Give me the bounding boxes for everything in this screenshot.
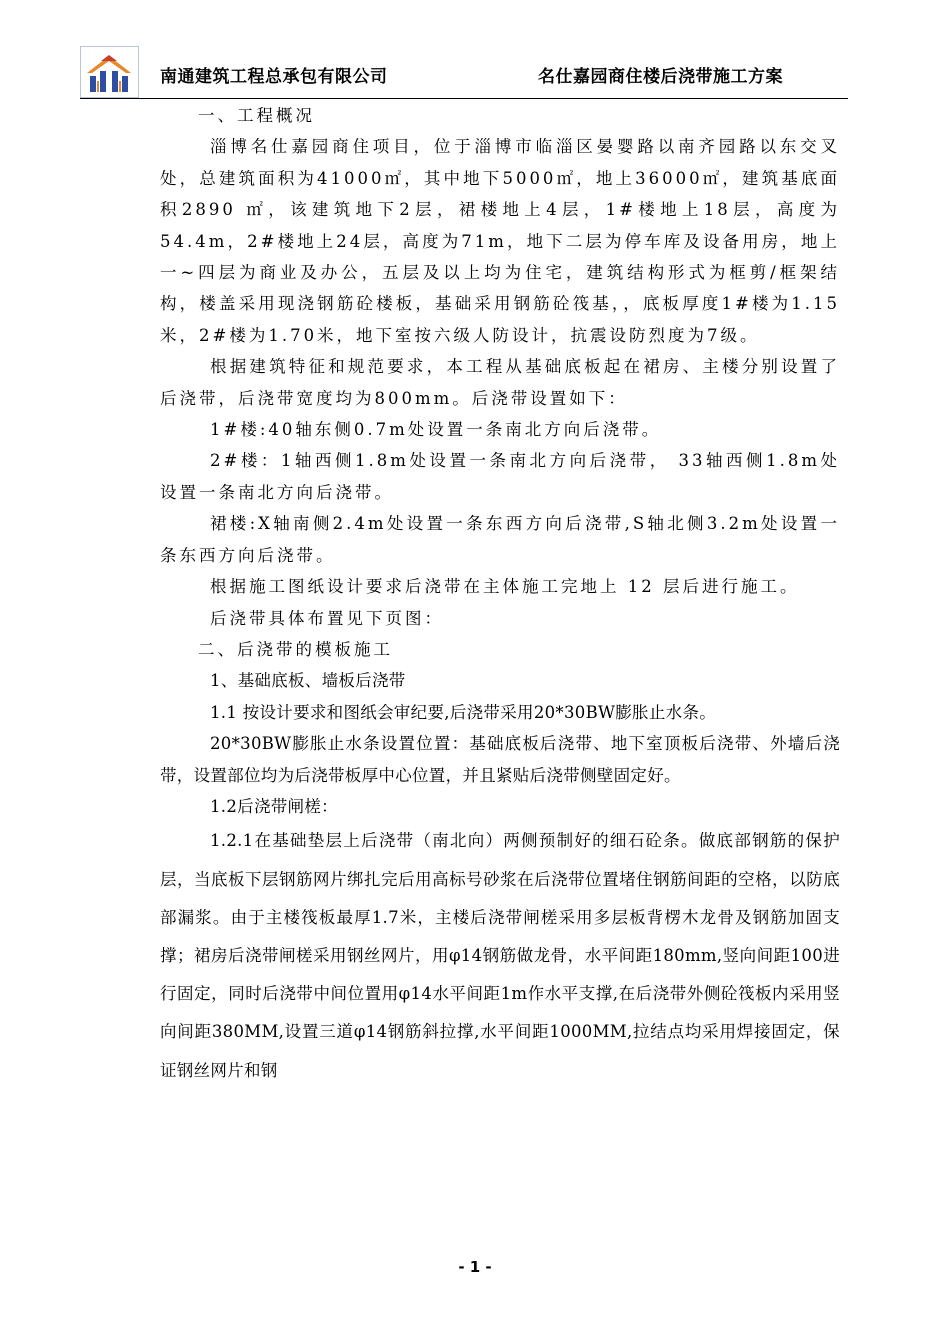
section-1-heading: 一、工程概况 xyxy=(198,106,315,125)
paragraph-timing: 根据施工图纸设计要求后浇带在主体施工完地上 12 层后进行施工。 xyxy=(210,577,800,597)
paragraph-layout-ref: 后浇带具体布置见下页图： xyxy=(210,608,444,628)
page-number: - 1 - xyxy=(458,1258,492,1276)
section-2-heading: 二、后浇带的模板施工 xyxy=(198,639,393,659)
subsection-2-1-1: 1.1 按设计要求和图纸会审纪要,后浇带采用20*30BW膨胀止水条。 xyxy=(210,702,717,722)
paragraph-formwork: 1.2.1在基础垫层上后浇带（南北向）两侧预制好的细石砼条。做底部钢筋的保护层，当底板下层钢筋网片绑扎完后用高标号砂浆在后浇带位置堵住钢筋间距的空格，以防底部漏浆。由于主楼筏板最厚1.7米，主楼后浇带闸槎采用多层板背楞木龙骨及钢筋加固支撑；裙房后浇带闸槎采用钢丝网片，用φ14钢筋做龙骨，水平间距180mm,竖向间距100进行固定，同时后浇带中间位置用φ14水平间距1m作水平支撑,在后浇带外侧砼筏板内采用竖向间距380MM,设置三道φ14钢筋斜拉撑,水平间距1000MM,拉结点均采用焊接固定，保证钢丝网片和钢 xyxy=(160,831,840,1080)
document-title: 名仕嘉园商住楼后浇带施工方案 xyxy=(538,67,783,87)
paragraph-requirements: 根据建筑特征和规范要求，本工程从基础底板起在裙房、主楼分别设置了后浇带，后浇带宽度均为800mm。后浇带设置如下： xyxy=(160,357,840,408)
paragraph-building-1: 1#楼:40轴东侧0.7m处设置一条南北方向后浇带。 xyxy=(210,420,662,440)
subsection-2-1-heading: 1、基础底板、墙板后浇带 xyxy=(210,671,406,691)
company-name: 南通建筑工程总承包有限公司 xyxy=(160,67,388,87)
paragraph-waterstop: 20*30BW膨胀止水条设置位置：基础底板后浇带、地下室顶板后浇带、外墙后浇带，设置部位均为后浇带板厚中心位置，并且紧贴后浇带侧壁固定好。 xyxy=(160,734,840,785)
company-logo xyxy=(80,46,139,98)
document-body xyxy=(160,100,840,1090)
paragraph-podium: 裙楼:X轴南侧2.4m处设置一条东西方向后浇带,S轴北侧3.2m处设置一条东西方向后浇带。 xyxy=(160,514,840,565)
paragraph-building-2: 2#楼：1轴西侧1.8m处设置一条南北方向后浇带， 33轴西侧1.8m处设置一条南北方向后浇带。 xyxy=(160,451,840,502)
logo-building-icon xyxy=(81,47,138,97)
subsection-2-1-2: 1.2后浇带闸槎： xyxy=(210,796,338,816)
paragraph-overview: 淄博名仕嘉园商住项目，位于淄博市临淄区晏婴路以南齐园路以东交叉处，总建筑面积为41000㎡，其中地下5000㎡，地上36000㎡，建筑基底面积2890 ㎡，该建筑地下2层，裙楼地上4层，1#楼地上18层，高度为54.4m，2#楼地上24层，高度为71m，地下二层为停车库及设备用房，地上一~四层为商业及办公，五层及以上均为住宅，建筑结构形式为框剪/框架结构，楼盖采用现浇钢筋砼楼板，基础采用钢筋砼筏基，，底板厚度1#楼为1.15米，2#楼为1.70米，地下室按六级人防设计，抗震设防烈度为7级。 xyxy=(160,137,840,345)
page-header xyxy=(80,40,848,99)
